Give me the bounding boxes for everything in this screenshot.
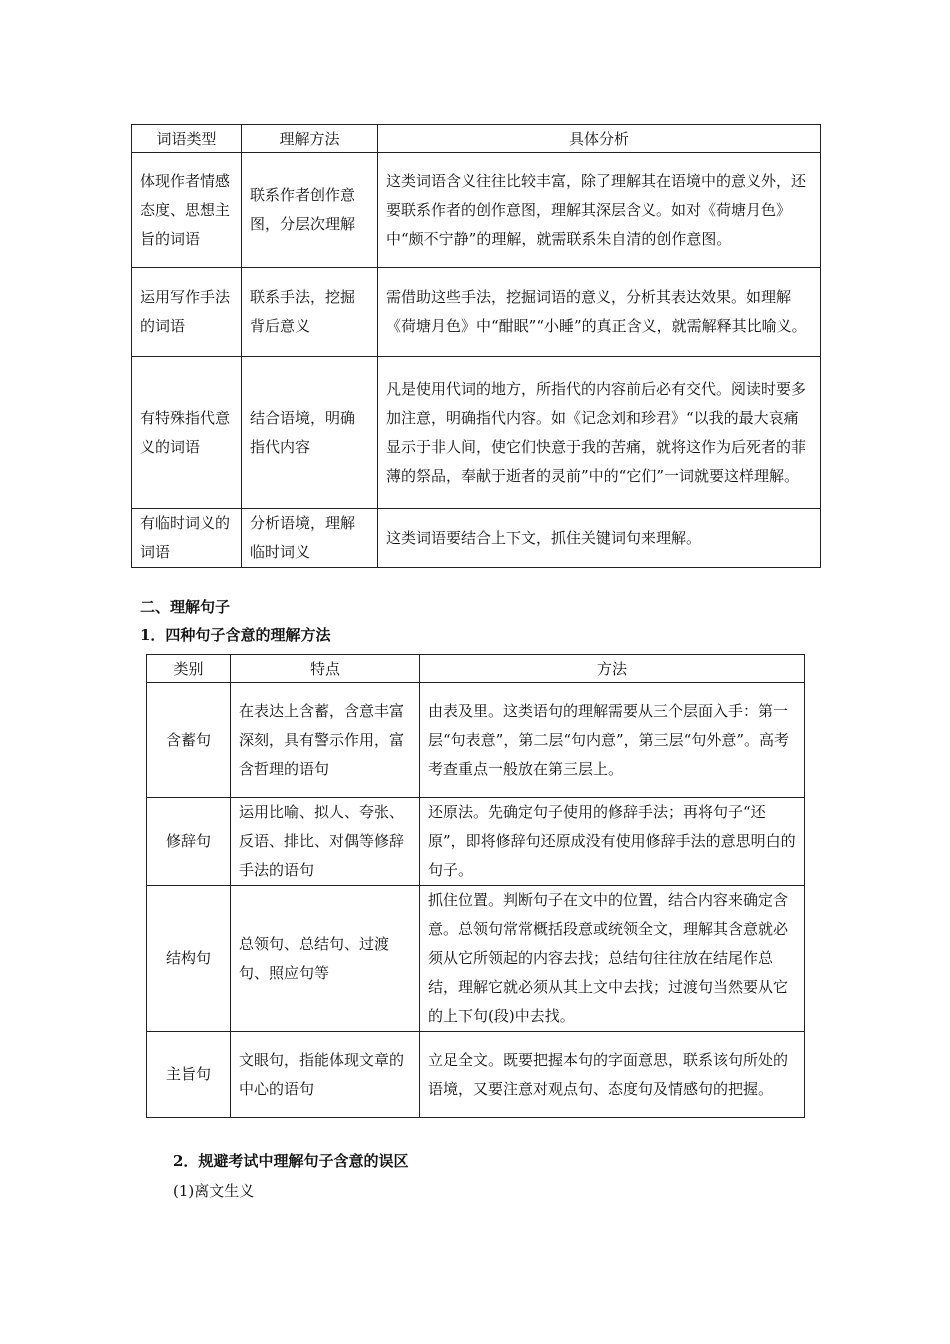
method-cell: 立足全文。既要把握本句的字面意思，联系该句所处的语境，又要注意对观点句、态度句及情感句的把握。 — [420, 1032, 805, 1118]
table-row — [147, 886, 805, 1032]
word-type-cell: 运用写作手法的词语 — [132, 268, 242, 357]
category-cell: 修辞句 — [147, 798, 231, 886]
analysis-cell: 需借助这些手法，挖掘词语的意义，分析其表达效果。如理解《荷塘月色》中“酣眠”“小睡”的真正含义，就需解释其比喻义。 — [378, 268, 821, 357]
analysis-cell: 这类词语含义往往比较丰富，除了理解其在语境中的意义外，还要联系作者的创作意图，理解其深层含义。如对《荷塘月色》中“颇不宁静”的理解，就需联系朱自清的创作意图。 — [378, 153, 821, 268]
feature-cell: 总领句、总结句、过渡句、照应句等 — [231, 886, 420, 1032]
table-row — [132, 268, 821, 357]
feature-cell: 文眼句，指能体现文章的中心的语句 — [231, 1032, 420, 1118]
word-type-table — [131, 124, 821, 568]
table-row — [132, 509, 821, 568]
header-cell: 方法 — [420, 655, 805, 683]
method-cell: 由表及里。这类语句的理解需要从三个层面入手：第一层“句表意”，第二层“句内意”，第三层“句外意”。高考考查重点一般放在第三层上。 — [420, 683, 805, 798]
table-row — [147, 798, 805, 886]
subsection-heading: 2．规避考试中理解句子含意的误区 — [173, 1152, 409, 1170]
category-cell: 主旨句 — [147, 1032, 231, 1118]
category-cell: 含蓄句 — [147, 683, 231, 798]
list-item: (1)离文生义 — [173, 1182, 255, 1200]
word-type-cell: 有特殊指代意义的词语 — [132, 357, 242, 509]
table-row — [147, 1032, 805, 1118]
method-cell: 分析语境，理解临时词义 — [242, 509, 378, 568]
subsection-heading: 1．四种句子含意的理解方法 — [140, 626, 331, 644]
method-cell: 结合语境，明确指代内容 — [242, 357, 378, 509]
header-cell: 特点 — [231, 655, 420, 683]
word-type-cell: 体现作者情感态度、思想主旨的词语 — [132, 153, 242, 268]
feature-cell: 运用比喻、拟人、夸张、反语、排比、对偶等修辞手法的语句 — [231, 798, 420, 886]
table-row — [147, 683, 805, 798]
analysis-cell: 凡是使用代词的地方，所指代的内容前后必有交代。阅读时要多加注意，明确指代内容。如《记念刘和珍君》“以我的最大哀痛显示于非人间，使它们快意于我的苦痛，就将这作为后死者的菲薄的祭品，奉献于逝者的灵前”中的“它们”一词就要这样理解。 — [378, 357, 821, 509]
method-cell: 抓住位置。判断句子在文中的位置，结合内容来确定含意。总领句常常概括段意或统领全文，理解其含意就必须从它所领起的内容去找；总结句往往放在结尾作总结，理解它就必须从其上文中去找；过渡句当然要从它的上下句(段)中去找。 — [420, 886, 805, 1032]
header-cell: 具体分析 — [378, 125, 821, 153]
section-heading: 二、理解句子 — [140, 598, 231, 616]
analysis-cell: 这类词语要结合上下文，抓住关键词句来理解。 — [378, 509, 821, 568]
table-header-row — [147, 655, 805, 683]
method-cell: 还原法。先确定句子使用的修辞手法；再将句子“还原”，即将修辞句还原成没有使用修辞手法的意思明白的句子。 — [420, 798, 805, 886]
sentence-type-table — [146, 654, 805, 1118]
header-cell: 类别 — [147, 655, 231, 683]
header-cell: 理解方法 — [242, 125, 378, 153]
table-row — [132, 153, 821, 268]
header-cell: 词语类型 — [132, 125, 242, 153]
method-cell: 联系手法，挖掘背后意义 — [242, 268, 378, 357]
table-header-row — [132, 125, 821, 153]
method-cell: 联系作者创作意图，分层次理解 — [242, 153, 378, 268]
feature-cell: 在表达上含蓄，含意丰富深刻，具有警示作用，富含哲理的语句 — [231, 683, 420, 798]
table-row — [132, 357, 821, 509]
word-type-cell: 有临时词义的词语 — [132, 509, 242, 568]
category-cell: 结构句 — [147, 886, 231, 1032]
